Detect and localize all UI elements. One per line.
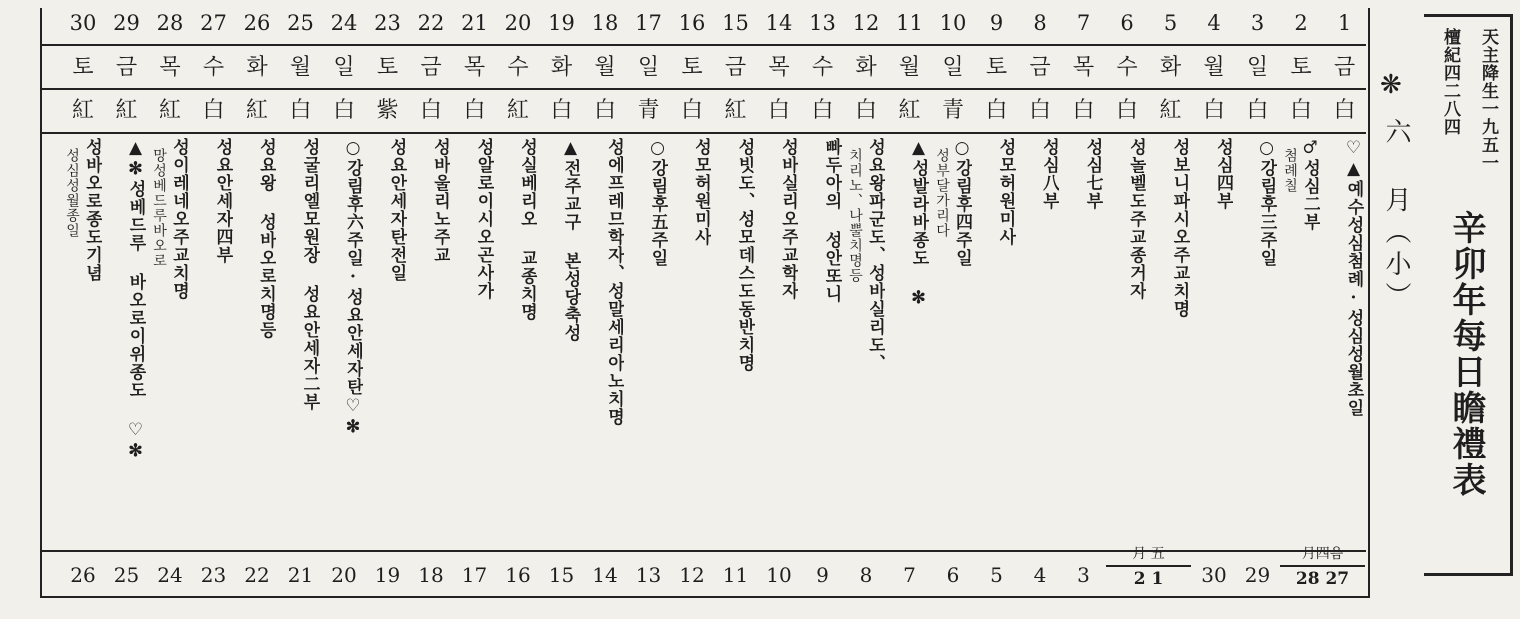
feast-entry — [845, 138, 885, 548]
feast-title: ♂성심二부 — [1300, 138, 1320, 231]
vestment-color: 白 — [767, 98, 790, 123]
day-number: 13 — [809, 11, 836, 35]
vestment-color: 紅 — [115, 98, 138, 123]
lunar-day-number: 20 — [331, 563, 357, 587]
weekday: 일 — [942, 55, 964, 80]
feast-entry — [454, 138, 494, 548]
feast-title: 성심四부 — [1213, 138, 1233, 210]
feast-title: 성바울리노주교 — [430, 138, 450, 264]
lunar-day-number: 10 — [766, 563, 792, 587]
lunar-day-number: 18 — [418, 563, 444, 587]
day-number: 24 — [330, 11, 358, 35]
weekday: 목 — [1072, 55, 1095, 80]
feast-note: 성부달가리다 — [934, 148, 950, 238]
day-number: 2 — [1294, 11, 1308, 35]
feast-title: 성보니파시오주교치명 — [1169, 138, 1190, 318]
feast-entry — [367, 138, 407, 548]
vestment-color: 青 — [637, 98, 660, 123]
ornament-icon: ❋ — [1380, 70, 1402, 100]
vestment-color: 白 — [419, 98, 442, 123]
feast-entry — [497, 138, 537, 548]
vestment-color: 白 — [550, 98, 573, 123]
day-number: 22 — [417, 11, 445, 35]
feast-note: 치리노、나뿔치명등 — [847, 148, 863, 283]
vestment-color: 白 — [289, 98, 312, 123]
vestment-color: 紅 — [506, 98, 529, 123]
lunar-day-number: 17 — [461, 563, 488, 587]
day-number: 4 — [1207, 11, 1221, 35]
day-number: 5 — [1163, 11, 1178, 35]
vestment-color: 白 — [332, 98, 355, 123]
weekday: 일 — [637, 55, 660, 80]
feast-title: ○강림후五주일 — [647, 138, 668, 267]
day-number: 26 — [243, 11, 271, 35]
day-number: 15 — [722, 11, 749, 35]
lunar-day-number: 14 — [592, 563, 618, 587]
day-number: 18 — [591, 11, 619, 35]
day-number: 9 — [989, 11, 1004, 35]
vestment-color: 青 — [941, 98, 964, 123]
weekday: 화 — [246, 55, 268, 80]
lunar-month-label: 月四음 — [1280, 546, 1365, 567]
feast-entry — [1106, 138, 1146, 548]
lunar-day-number: 5 — [990, 563, 1003, 587]
day-number: 3 — [1250, 11, 1265, 35]
weekday: 금 — [420, 55, 442, 80]
weekday: 수 — [1116, 55, 1138, 80]
day-number: 25 — [287, 11, 314, 35]
feast-entry — [628, 138, 668, 548]
feast-title: ▲전주교구 본성당축성 — [560, 138, 581, 342]
vestment-color: 紅 — [724, 98, 747, 123]
weekday: 목 — [768, 55, 790, 80]
vestment-color: 紅 — [158, 98, 181, 123]
vestment-color: 紅 — [245, 98, 268, 123]
lunar-day-number: 19 — [374, 563, 401, 587]
feast-title: 성실베리오 교종치명 — [517, 138, 537, 321]
vestment-color: 白 — [854, 98, 877, 123]
weekday: 일 — [1246, 55, 1269, 80]
lunar-month-label: 月 五 — [1106, 546, 1191, 567]
weekday: 목 — [463, 55, 486, 80]
feast-title: 성이레네오주교치명 — [169, 138, 189, 300]
lunar-day-number: 29 — [1244, 563, 1271, 587]
lunar-day-number: 21 — [287, 563, 314, 587]
feast-entry — [410, 138, 450, 548]
year-line-2: 檀紀四二八四 — [1440, 28, 1460, 136]
day-number: 23 — [374, 11, 401, 35]
weekday: 월 — [594, 55, 616, 80]
weekday: 월 — [289, 55, 312, 80]
weekday: 수 — [202, 55, 225, 80]
feast-note: 망성베드루바오로 — [151, 148, 167, 268]
feast-title: 성요왕 성바오로치명등 — [256, 138, 276, 339]
feast-title: 성알로이시오곤사가 — [473, 138, 494, 300]
lunar-day-number: 22 — [244, 563, 270, 587]
lunar-month-marker — [1106, 546, 1191, 587]
divider — [40, 132, 1366, 134]
day-number: 19 — [548, 11, 575, 35]
weekday: 토 — [681, 55, 703, 80]
feast-entry — [541, 138, 581, 548]
feast-entry — [62, 138, 102, 548]
feast-entry — [584, 138, 624, 548]
weekday: 수 — [507, 55, 529, 80]
day-number: 17 — [635, 11, 662, 35]
feast-title: 성심七부 — [1082, 138, 1103, 210]
feast-title: 성빗도、성모데스도동반치명 — [734, 138, 755, 372]
lunar-day-number: 4 — [1033, 563, 1047, 587]
feast-entry — [1193, 138, 1233, 548]
feast-title: ♡▲예수성심첨례·성심성월초일 — [1343, 138, 1364, 417]
day-number: 27 — [200, 11, 227, 35]
feast-entry — [1237, 138, 1277, 548]
weekday: 월 — [1203, 55, 1225, 80]
day-number: 21 — [461, 11, 488, 35]
lunar-month-marker — [1280, 546, 1365, 587]
feast-entry — [280, 138, 320, 548]
day-number: 7 — [1076, 11, 1091, 35]
weekday: 화 — [550, 55, 573, 80]
feast-title: ○강림후三주일 — [1256, 138, 1277, 267]
vestment-color: 白 — [1202, 98, 1225, 123]
vestment-color: 白 — [1289, 98, 1312, 123]
lunar-day-number: 11 — [722, 563, 749, 587]
month-label: 六 月（小） — [1381, 118, 1411, 314]
feast-title: 성바실리오주교학자 — [778, 138, 798, 300]
vestment-color: 白 — [593, 98, 616, 123]
year-line-1: 天主降生一九五一 — [1478, 28, 1498, 172]
feast-entry — [932, 138, 972, 548]
feast-entry — [758, 138, 798, 548]
feast-title: 성바오로종도기념 — [82, 138, 102, 282]
weekday: 일 — [333, 55, 355, 80]
vestment-color: 白 — [1028, 98, 1051, 123]
lunar-day-number: 13 — [635, 563, 662, 587]
weekday: 화 — [1159, 55, 1182, 80]
day-number: 28 — [156, 11, 184, 35]
weekday: 금 — [724, 55, 747, 80]
lunar-day-number: 16 — [505, 563, 531, 587]
day-number: 1 — [1337, 11, 1352, 35]
page-title: 辛卯年每日瞻禮表 — [1446, 210, 1486, 498]
feast-note: 첨례칠 — [1282, 148, 1298, 193]
feast-title: 빠두아의 성안또니 — [821, 138, 842, 303]
weekday: 금 — [1333, 55, 1356, 80]
day-number: 29 — [113, 11, 140, 35]
weekday: 토 — [376, 55, 399, 80]
vestment-color: 白 — [985, 98, 1008, 123]
vestment-color: 白 — [1246, 98, 1269, 123]
lunar-day-number: 30 — [1201, 563, 1227, 587]
feast-title: 성요안세자四부 — [212, 138, 233, 264]
day-number: 11 — [896, 11, 923, 35]
feast-entry — [1324, 138, 1364, 548]
feast-entry — [106, 138, 146, 548]
weekday: 토 — [985, 55, 1008, 80]
lunar-day-number: 3 — [1077, 563, 1090, 587]
day-number: 6 — [1120, 11, 1134, 35]
vestment-color: 紫 — [376, 98, 399, 123]
feast-entry — [1019, 138, 1059, 548]
lunar-day-number: 2 1 — [1133, 569, 1164, 589]
feast-entry — [323, 138, 363, 548]
weekday: 금 — [1029, 55, 1051, 80]
vestment-color: 紅 — [71, 98, 94, 123]
feast-note: 성심성월종일 — [64, 148, 80, 238]
feast-entry — [149, 138, 189, 548]
feast-entry — [193, 138, 233, 548]
feast-entry — [889, 138, 929, 548]
feast-title: 성에프레므학자、성말세리아노치명 — [604, 138, 624, 426]
weekday: 화 — [855, 55, 877, 80]
weekday: 금 — [115, 55, 138, 80]
feast-entry — [1063, 138, 1103, 548]
lunar-day-number: 15 — [548, 563, 575, 587]
feast-title: 성모허원미사 — [691, 138, 711, 246]
vestment-color: 紅 — [898, 98, 921, 123]
day-number: 30 — [69, 11, 97, 35]
lunar-day-number: 24 — [157, 563, 183, 587]
feast-title: ○강림후四주일 — [952, 138, 972, 267]
feast-entry — [1280, 138, 1320, 548]
weekday: 월 — [898, 55, 921, 80]
vestment-color: 紅 — [1159, 98, 1182, 123]
feast-title: ▲✻성베드루 바오로이위종도 ♡✻ — [125, 138, 146, 462]
day-number: 8 — [1033, 11, 1047, 35]
feast-title: 성굴리엘모원장 성요안세자二부 — [299, 138, 320, 411]
feast-entry — [671, 138, 711, 548]
feast-title: 성요안세자탄전일 — [386, 138, 407, 282]
feast-title: ▲성발라바종도 ✻ — [908, 138, 929, 309]
feast-entry — [1150, 138, 1190, 548]
lunar-day-number: 6 — [946, 563, 960, 587]
lunar-day-number: 9 — [816, 563, 829, 587]
divider — [40, 44, 1366, 46]
feast-title: ○강림후六주일·성요안세자탄♡✻ — [343, 138, 363, 438]
vestment-color: 白 — [202, 98, 225, 123]
vestment-color: 白 — [1115, 98, 1138, 123]
vestment-color: 白 — [1333, 98, 1356, 123]
lunar-day-number: 12 — [679, 563, 705, 587]
feast-entry — [715, 138, 755, 548]
feast-title: 성요왕파군도、성바실리도、 — [865, 138, 885, 372]
weekday: 목 — [159, 55, 181, 80]
weekday: 수 — [811, 55, 834, 80]
lunar-day-number: 26 — [70, 563, 96, 587]
lunar-day-number: 25 — [113, 563, 140, 587]
feast-entry — [802, 138, 842, 548]
day-number: 16 — [678, 11, 706, 35]
vestment-color: 白 — [1072, 98, 1095, 123]
feast-title: 성놀벨도주교종거자 — [1126, 138, 1146, 300]
day-number: 20 — [504, 11, 532, 35]
weekday: 토 — [1290, 55, 1312, 80]
feast-title: 성모허원미사 — [995, 138, 1016, 246]
day-number: 10 — [939, 11, 967, 35]
lunar-day-number: 7 — [903, 563, 916, 587]
day-number: 14 — [765, 11, 793, 35]
day-number: 12 — [852, 11, 880, 35]
vestment-color: 白 — [463, 98, 486, 123]
lunar-day-number: 23 — [200, 563, 227, 587]
weekday: 토 — [72, 55, 94, 80]
feast-entry — [236, 138, 276, 548]
feast-entry — [976, 138, 1016, 548]
lunar-day-number: 28 27 — [1295, 569, 1350, 589]
vestment-color: 白 — [811, 98, 834, 123]
divider — [40, 88, 1366, 90]
vestment-color: 白 — [680, 98, 703, 123]
lunar-day-number: 8 — [859, 563, 873, 587]
feast-title: 성심八부 — [1039, 138, 1059, 210]
